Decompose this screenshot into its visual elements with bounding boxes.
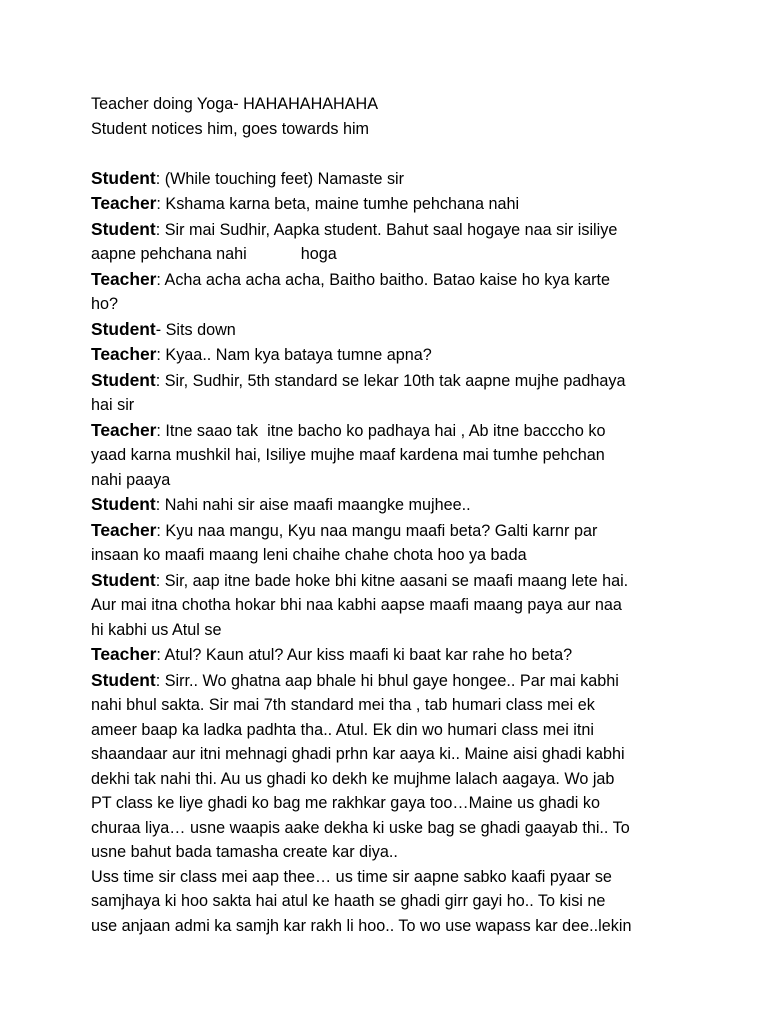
dialogue-line <box>91 317 691 343</box>
dialogue-line <box>91 342 691 368</box>
dialogue-line <box>91 166 691 192</box>
dialogue-text: : Atul? Kaun atul? Aur kiss maafi ki baat kar rahe ho beta? <box>156 646 573 664</box>
blank-line <box>91 141 691 166</box>
dialogue-line <box>91 593 691 618</box>
dialogue-text: : Sirr.. Wo ghatna aap bhale hi bhul gaye hongee.. Par mai kabhi <box>155 671 619 690</box>
speaker-name: Student <box>91 494 156 514</box>
dialogue-line <box>91 393 691 418</box>
dialogue-text: : (While touching feet) Namaste sir <box>155 169 405 188</box>
dialogue-line <box>91 618 691 643</box>
dialogue-line <box>91 568 691 594</box>
dialogue-text: : Sir, Sudhir, 5th standard se lekar 10th tak aapne mujhe padhaya <box>155 371 626 390</box>
dialogue-text: ho? <box>91 295 119 313</box>
dialogue-line <box>91 242 691 267</box>
dialogue-text: insaan ko maafi maang leni chaihe chahe chota hoo ya bada <box>91 546 527 564</box>
speaker-name: Teacher <box>91 519 157 540</box>
dialogue-line <box>91 443 691 468</box>
dialogue-text: aapne pehchana nahi hoga <box>91 245 337 263</box>
speaker-name: Teacher <box>91 268 157 289</box>
dialogue-text: nahi paaya <box>91 470 171 489</box>
dialogue-line <box>91 492 691 518</box>
speaker-name: Student <box>91 218 156 239</box>
speaker-name: Student <box>91 569 156 590</box>
dialogue-text: churaa liya… usne waapis aake dekha ki uske bag se ghadi gaayab thi.. To <box>91 818 630 837</box>
dialogue-line <box>91 543 691 568</box>
dialogue-text: dekhi tak nahi thi. Au us ghadi ko dekh ke mujhme lalach aagaya. Wo jab <box>91 769 615 788</box>
dialogue-text: : Sir, aap itne bade hoke bhi kitne aasani se maafi maang lete hai. <box>155 571 629 590</box>
dialogue-line <box>91 267 691 293</box>
dialogue-line <box>91 217 691 243</box>
dialogue-line <box>91 418 691 444</box>
closing-line-3: use anjaan admi ka samjh kar rakh li hoo.. To wo use wapass kar dee..lekin <box>91 916 632 935</box>
dialogue-line <box>91 693 691 718</box>
header-line-2: Student notices him, goes towards him <box>91 119 370 138</box>
dialogue-text: : Kshama karna beta, maine tumhe pehchana nahi <box>156 195 520 213</box>
dialogue-line <box>91 840 691 865</box>
dialogue-line <box>91 518 691 544</box>
dialogue-text: - Sits down <box>155 320 236 339</box>
speaker-name: Student <box>91 669 156 690</box>
dialogue-line <box>91 742 691 767</box>
dialogue-line <box>91 791 691 816</box>
dialogue-text: PT class ke liye ghadi ko bag me rakhkar gaya too…Maine us ghadi ko <box>91 794 600 812</box>
dialogue-line <box>91 816 691 841</box>
speaker-name: Teacher <box>91 193 157 213</box>
dialogue-text: usne bahut bada tamasha create kar diya.. <box>91 843 398 861</box>
dialogue-line <box>91 642 691 668</box>
dialogue-text: shaandaar aur itni mehnagi ghadi prhn kar aaya ki.. Maine aisi ghadi kabhi <box>91 745 625 763</box>
dialogue-text: : Kyaa.. Nam kya bataya tumne apna? <box>156 346 432 364</box>
speaker-name: Teacher <box>91 344 157 364</box>
dialogue-text: yaad karna mushkil hai, Isiliye mujhe maaf kardena mai tumhe pehchan <box>91 446 605 464</box>
dialogue-line <box>91 368 691 394</box>
dialogue-line <box>91 767 691 792</box>
dialogue-text: : Kyu naa mangu, Kyu naa mangu maafi beta? Galti karnr par <box>156 521 598 540</box>
dialogue-text: hi kabhi us Atul se <box>91 620 222 639</box>
dialogue-line <box>91 668 691 694</box>
closing-line-1: Uss time sir class mei aap thee… us time sir aapne sabko kaafi pyaar se <box>91 867 612 886</box>
document-body <box>91 92 691 938</box>
speaker-name: Student <box>91 318 156 339</box>
speaker-name: Student <box>91 369 156 390</box>
header-line-1: Teacher doing Yoga- HAHAHAHAHAHA <box>91 95 379 113</box>
dialogue-line <box>91 718 691 743</box>
dialogue-line <box>91 468 691 493</box>
dialogue-line <box>91 292 691 317</box>
dialogue-text: Aur mai itna chotha hokar bhi naa kabhi aapse maafi maang paya aur naa <box>91 596 622 614</box>
dialogue-line <box>91 191 691 217</box>
dialogue-text: nahi bhul sakta. Sir mai 7th standard mei tha , tab humari class mei ek <box>91 696 595 714</box>
dialogue-text: hai sir <box>91 396 135 414</box>
dialogue-text: ameer baap ka ladka padhta tha.. Atul. Ek din wo humari class mei itni <box>91 720 594 739</box>
speaker-name: Student <box>91 167 156 188</box>
dialogue-text: : Sir mai Sudhir, Aapka student. Bahut saal hogaye naa sir isiliye <box>155 220 618 239</box>
speaker-name: Teacher <box>91 644 157 664</box>
dialogue-section <box>91 166 691 865</box>
closing-line-2: samjhaya ki hoo sakta hai atul ke haath se ghadi girr gayi ho.. To kisi ne <box>91 892 606 910</box>
dialogue-text: : Acha acha acha acha, Baitho baitho. Batao kaise ho kya karte <box>156 270 610 289</box>
dialogue-text: : Nahi nahi sir aise maafi maangke mujhee.. <box>155 496 471 514</box>
speaker-name: Teacher <box>91 419 157 440</box>
dialogue-text: : Itne saao tak itne bacho ko padhaya hai , Ab itne bacccho ko <box>156 421 606 440</box>
